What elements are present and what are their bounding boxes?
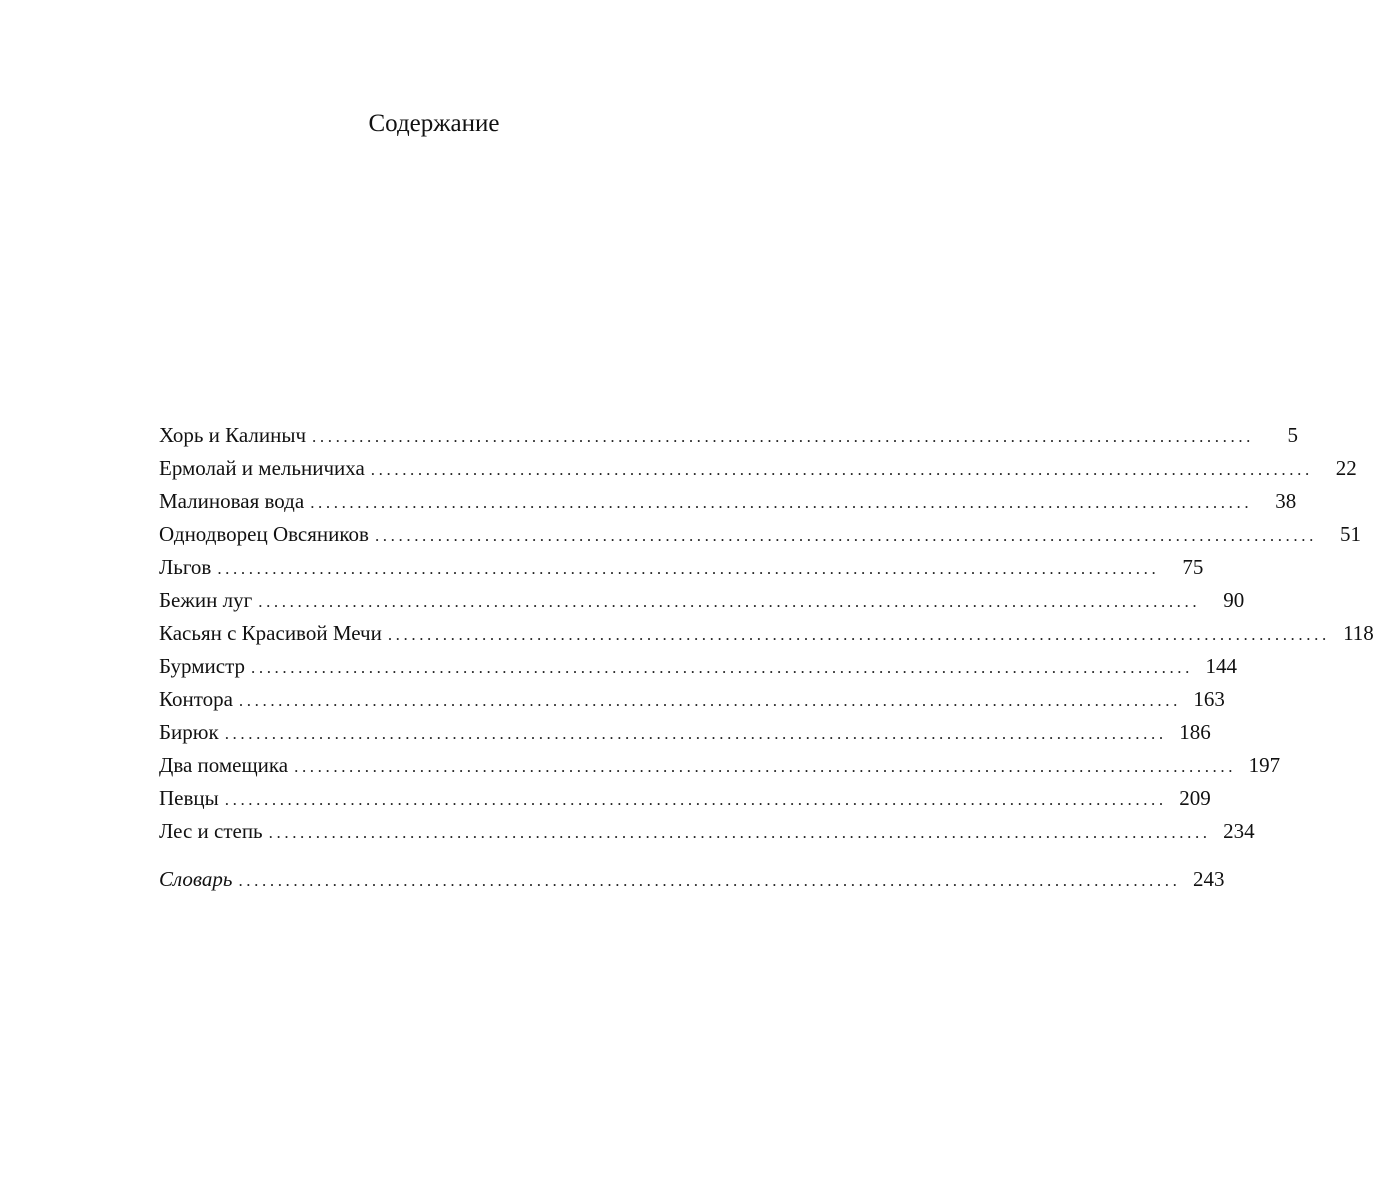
dot-leader: ........................................................................................................................ bbox=[268, 823, 1211, 842]
toc-entry[interactable] bbox=[159, 419, 1299, 452]
toc-entry-page: 197 bbox=[1248, 753, 1281, 777]
dot-leader: ........................................................................................................................ bbox=[224, 724, 1167, 743]
toc-entry[interactable] bbox=[159, 716, 1211, 749]
toc-entry-page: 90 bbox=[1223, 588, 1245, 612]
toc-entry[interactable] bbox=[159, 782, 1211, 815]
toc-entry[interactable] bbox=[159, 815, 1255, 848]
toc-entry-title: Лес и степь bbox=[159, 819, 263, 843]
toc-entry-title: Контора bbox=[159, 687, 233, 711]
toc-entry-title: Ермолай и мельничиха bbox=[159, 456, 365, 480]
dot-leader: ........................................................................................................................ bbox=[224, 790, 1167, 809]
table-of-contents bbox=[159, 419, 1374, 896]
toc-entry-page: 75 bbox=[1182, 555, 1204, 579]
toc-entry-title: Хорь и Калиныч bbox=[159, 423, 307, 447]
dot-leader: ........................................................................................................................ bbox=[238, 871, 1181, 890]
toc-entry[interactable] bbox=[159, 518, 1361, 551]
toc-entry-page: 186 bbox=[1179, 720, 1211, 744]
dot-leader: ........................................................................................................................ bbox=[258, 592, 1201, 611]
toc-entry-page: 38 bbox=[1275, 489, 1297, 513]
toc-entry-title: Однодворец Овсяников bbox=[159, 522, 369, 546]
toc-entry[interactable] bbox=[159, 683, 1225, 716]
toc-entry-page: 5 bbox=[1287, 423, 1299, 447]
toc-entry-title: Бежин луг bbox=[159, 588, 253, 612]
dot-leader: ........................................................................................................................ bbox=[238, 691, 1181, 710]
toc-entry[interactable] bbox=[159, 650, 1237, 683]
toc-entry[interactable] bbox=[159, 749, 1281, 782]
toc-appendix-title: Словарь bbox=[159, 867, 233, 891]
toc-entry-title: Льгов bbox=[159, 555, 212, 579]
dot-leader: ........................................................................................................................ bbox=[370, 460, 1313, 479]
dot-leader: ........................................................................................................................ bbox=[217, 559, 1160, 578]
toc-entry[interactable] bbox=[159, 551, 1204, 584]
toc-appendix-entry[interactable] bbox=[159, 863, 1225, 896]
toc-entry-title: Касьян с Красивой Мечи bbox=[159, 621, 382, 645]
toc-entry[interactable] bbox=[159, 452, 1357, 485]
toc-entry-title: Два помещика bbox=[159, 753, 289, 777]
dot-leader: ........................................................................................................................ bbox=[251, 658, 1193, 677]
toc-entry-page: 234 bbox=[1223, 819, 1255, 843]
toc-appendix-page: 243 bbox=[1192, 867, 1225, 891]
toc-entry[interactable] bbox=[159, 617, 1374, 650]
toc-entry-title: Бирюк bbox=[159, 720, 219, 744]
toc-entry[interactable] bbox=[159, 485, 1297, 518]
toc-entry-page: 22 bbox=[1335, 456, 1357, 480]
section-gap bbox=[159, 848, 702, 863]
dot-leader: ........................................................................................................................ bbox=[387, 625, 1330, 644]
dot-leader: ........................................................................................................................ bbox=[294, 757, 1237, 776]
dot-leader: ........................................................................................................................ bbox=[312, 427, 1255, 446]
toc-entry-page: 118 bbox=[1343, 621, 1374, 645]
toc-entry-title: Певцы bbox=[159, 786, 219, 810]
toc-entry-page: 163 bbox=[1193, 687, 1225, 711]
toc-entry-page: 209 bbox=[1179, 786, 1211, 810]
toc-entry[interactable] bbox=[159, 584, 1245, 617]
toc-entry-page: 144 bbox=[1205, 654, 1237, 678]
toc-entry-title: Бурмистр bbox=[159, 654, 245, 678]
dot-leader: ........................................................................................................................ bbox=[310, 493, 1253, 512]
dot-leader: ........................................................................................................................ bbox=[374, 526, 1317, 545]
page-title: Содержание bbox=[368, 110, 500, 137]
toc-entry-title: Малиновая вода bbox=[159, 489, 305, 513]
toc-entry-page: 51 bbox=[1339, 522, 1361, 546]
